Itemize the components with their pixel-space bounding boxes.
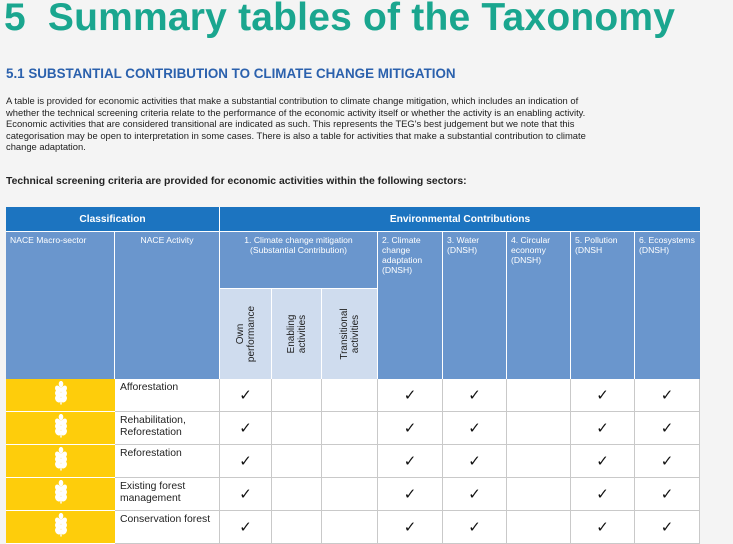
tick-cell-own: ✓ — [220, 412, 272, 445]
environmental-contributions-header: Environmental Contributions — [220, 207, 700, 231]
criteria-intro: Technical screening criteria are provided for economic activities within the following sectors: — [6, 176, 467, 187]
activity-name: Rehabilitation, Reforestation — [115, 412, 220, 445]
wheat-icon — [50, 513, 72, 542]
pollution-header: 5. Pollution (DNSH — [571, 231, 635, 379]
intro-line: whether the technical screening criteria relate to the performance of the economic activity itself or whether the activity is an enabling activity. — [6, 106, 586, 118]
tick-cell-circular — [507, 478, 571, 511]
wheat-icon — [50, 480, 72, 509]
tick-cell-transitional — [322, 511, 378, 544]
tick-cell-circular — [507, 412, 571, 445]
transitional-activities-header: Transitional activities — [322, 288, 378, 379]
tick-cell-water: ✓ — [443, 445, 507, 478]
own-performance-header: Own performance — [220, 288, 272, 379]
enabling-activities-header: Enabling activities — [272, 288, 322, 379]
tick-cell-own: ✓ — [220, 478, 272, 511]
tick-cell-adaptation: ✓ — [378, 478, 443, 511]
tick-cell-water: ✓ — [443, 412, 507, 445]
sector-cell — [6, 445, 115, 478]
wheat-icon — [50, 381, 72, 410]
tick-cell-own: ✓ — [220, 445, 272, 478]
tick-cell-pollution: ✓ — [571, 379, 635, 412]
climate-mitigation-header: 1. Climate change mitigation (Substantial Contribution) — [220, 231, 378, 288]
activity-name: Afforestation — [115, 379, 220, 412]
tick-cell-pollution: ✓ — [571, 511, 635, 544]
nace-activity-header: NACE Activity — [115, 231, 220, 379]
wheat-icon — [50, 447, 72, 476]
wheat-icon — [50, 414, 72, 443]
circular-economy-header: 4. Circular economy (DNSH) — [507, 231, 571, 379]
classification-header: Classification — [6, 207, 220, 231]
tick-cell-own: ✓ — [220, 379, 272, 412]
chapter-title: Summary tables of the Taxonomy — [47, 0, 676, 39]
tick-cell-enabling — [272, 379, 322, 412]
tick-cell-adaptation: ✓ — [378, 511, 443, 544]
nace-macro-sector-header: NACE Macro-sector — [6, 231, 115, 379]
climate-adaptation-header: 2. Climate change adaptation (DNSH) — [378, 231, 443, 379]
tick-cell-pollution: ✓ — [571, 412, 635, 445]
tick-cell-own: ✓ — [220, 511, 272, 544]
tick-cell-ecosystems: ✓ — [635, 445, 700, 478]
activity-name: Reforestation — [115, 445, 220, 478]
tick-cell-pollution: ✓ — [571, 478, 635, 511]
intro-line: Economic activities that are considered transitional are indicated as such. This represents the TEG's best judgement but we note that this — [6, 118, 575, 130]
ecosystems-header: 6. Ecosystems (DNSH) — [635, 231, 700, 379]
tick-cell-water: ✓ — [443, 478, 507, 511]
tick-cell-ecosystems: ✓ — [635, 412, 700, 445]
tick-cell-ecosystems: ✓ — [635, 511, 700, 544]
section-title: 5.1 SUBSTANTIAL CONTRIBUTION TO CLIMATE CHANGE MITIGATION — [6, 66, 456, 81]
tick-cell-adaptation: ✓ — [378, 445, 443, 478]
tick-cell-transitional — [322, 379, 378, 412]
intro-line: change adaptation. — [6, 141, 86, 153]
sector-cell — [6, 478, 115, 511]
intro-line: categorisation may be open to interpretation in some cases. There is also a table for activities that make a substantial contribution to climate — [6, 129, 586, 141]
chapter-heading — [4, 0, 675, 40]
tick-cell-transitional — [322, 478, 378, 511]
tick-cell-adaptation: ✓ — [378, 379, 443, 412]
tick-cell-enabling — [272, 478, 322, 511]
tick-cell-enabling — [272, 445, 322, 478]
tick-cell-enabling — [272, 511, 322, 544]
tick-cell-transitional — [322, 412, 378, 445]
water-header: 3. Water (DNSH) — [443, 231, 507, 379]
tick-cell-ecosystems: ✓ — [635, 478, 700, 511]
tick-cell-adaptation: ✓ — [378, 412, 443, 445]
tick-cell-pollution: ✓ — [571, 445, 635, 478]
tick-cell-circular — [507, 511, 571, 544]
intro-paragraph — [6, 95, 724, 153]
sector-cell — [6, 511, 115, 544]
intro-line: A table is provided for economic activities that make a substantial contribution to climate change mitigation, which includes an indication of — [6, 95, 579, 106]
tick-cell-circular — [507, 445, 571, 478]
tick-cell-water: ✓ — [443, 511, 507, 544]
tick-cell-enabling — [272, 412, 322, 445]
activity-name: Conservation forest — [115, 511, 220, 544]
chapter-number: 5 — [4, 0, 26, 39]
tick-cell-ecosystems: ✓ — [635, 379, 700, 412]
tick-cell-water: ✓ — [443, 379, 507, 412]
sector-cell — [6, 379, 115, 412]
tick-cell-circular — [507, 379, 571, 412]
sector-cell — [6, 412, 115, 445]
tick-cell-transitional — [322, 445, 378, 478]
activity-name: Existing forest management — [115, 478, 220, 511]
